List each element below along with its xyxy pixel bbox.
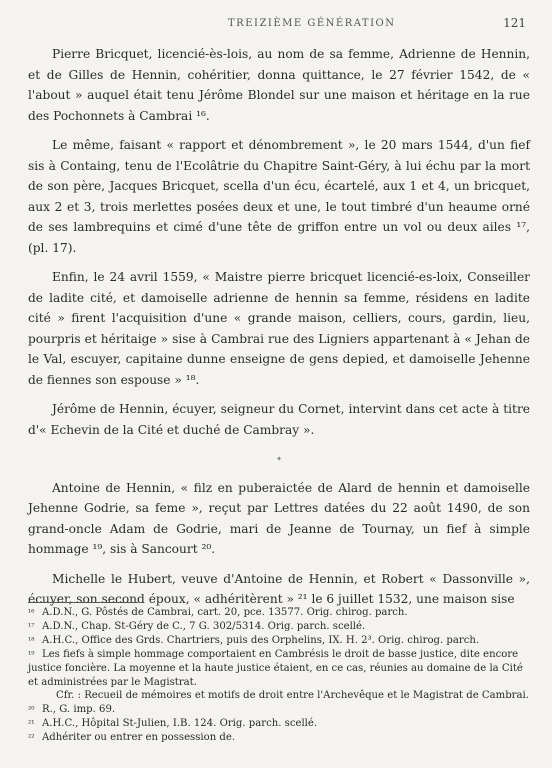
footnote-text: Cfr. : Recueil de mémoires et motifs de droit entre l'Archevêque et le Magistrat de Cambrai. [56, 690, 529, 702]
footnote-text: A.D.N., G. Pôstés de Cambrai, cart. 20, pce. 13577. Orig. chirog. parch. [42, 607, 408, 618]
footnote [28, 606, 530, 620]
paragraph: Jérôme de Hennin, écuyer, seigneur du Cornet, intervint dans cet acte à titre d'« Echevin de la Cité et duché de Cambray ». [28, 402, 530, 437]
paragraph: Enfin, le 24 avril 1559, « Maistre pierre bricquet licencié-es-loix, Conseiller de ladite cité, et damoiselle adrienne de hennin sa femme, résidens en ladite cité » firent l'acquisition d'une « grande maison, celliers, cours, gardin, lieu, pourpris et héritaige » sise à Cambrai rue des Ligniers appartenant à « Jehan de le Val, escuyer, capitaine dunne enseigne de gens depied, et damoiselle Jehenne de fiennes son espouse » ¹⁸. [28, 270, 530, 387]
footnote-divider [28, 602, 138, 603]
footnote [28, 648, 530, 690]
paragraph: Pierre Bricquet, licencié-ès-lois, au nom de sa femme, Adrienne de Hennin, et de Gilles de Hennin, cohéritier, donna quittance, le 27 février 1542, de « l'about » auquel était tenu Jérôme Blondel sur une maison et héritage en la rue des Pochonnets à Cambrai ¹⁶. [28, 47, 530, 123]
footnote-text: R., G. imp. 69. [42, 704, 116, 716]
footnote-text: Les fiefs à simple hommage comportaient en Cambrésis le droit de basse justice, dite encore justice foncière. La moyenne et la haute justice étaient, en ce cas, réunies au domaine de la Cité et administrées par le Magistrat. [28, 648, 523, 688]
footnote-number: ²⁰ [28, 705, 35, 715]
footnote-number: ¹⁶ [28, 608, 35, 617]
section-ornament: ✦ [276, 455, 282, 463]
footnote-number: ¹⁸ [28, 635, 35, 645]
page-header [0, 14, 552, 34]
footnote-continuation [28, 689, 530, 703]
body-text [28, 44, 530, 619]
paragraph: Le même, faisant « rapport et dénombrement », le 20 mars 1544, d'un fief sis à Containg, tenu de l'Ecolâtrie du Chapitre Saint-Géry, à lui échu par la mort de son père, Jacques Bricquet, scella d'un écu, écartelé, aux 1 et 4, un bricquet, aux 2 et 3, trois merlettes posées deux et une, le tout timbré d'un heaume orné de ses lambrequins et cimé d'une tête de griffon entre un vol ou deux ailes ¹⁷, (pl. 17). [28, 138, 530, 255]
footnote-number: ²² [28, 733, 35, 743]
running-head: TREIZIÈME GÉNÉRATION [228, 18, 396, 29]
footnote-text: A.D.N., Chap. St-Géry de C., 7 G. 302/5314. Orig. parch. scellé. [42, 620, 366, 632]
footnote-number: ²¹ [28, 719, 35, 729]
paragraph: Michelle le Hubert, veuve d'Antoine de Hennin, et Robert « Dassonville », écuyer, son second époux, « adhéritèrent » ²¹ le 6 juillet 1532, une maison sise [28, 571, 530, 606]
paragraph: Antoine de Hennin, « filz en puberaictée de Alard de hennin et damoiselle Jehenne Godrie, sa feme », reçut par Lettres datées du 22 août 1490, de son grand-oncle Adam de Godrie, mari de Jeanne de Tournay, un fief à simple hommage ¹⁹, sis à Sancourt ²⁰. [28, 480, 530, 556]
footnote-text: Adhériter ou entrer en possession de. [42, 732, 236, 744]
footnote-number: ¹⁹ [28, 649, 35, 659]
page-number: 121 [503, 16, 526, 30]
footnote-number: ¹⁷ [28, 621, 35, 631]
footnote-text: A.H.C., Hôpital St-Julien, I.B. 124. Orig. parch. scellé. [42, 718, 318, 730]
footnote [28, 634, 530, 648]
footnote [28, 620, 530, 634]
footnotes [28, 606, 530, 745]
footnote [28, 717, 530, 731]
footnote [28, 703, 530, 717]
footnote [28, 731, 530, 745]
footnote-text: A.H.C., Office des Grds. Chartriers, puis des Orphelins, IX. H. 2³. Orig. chirog. parch. [42, 634, 480, 646]
